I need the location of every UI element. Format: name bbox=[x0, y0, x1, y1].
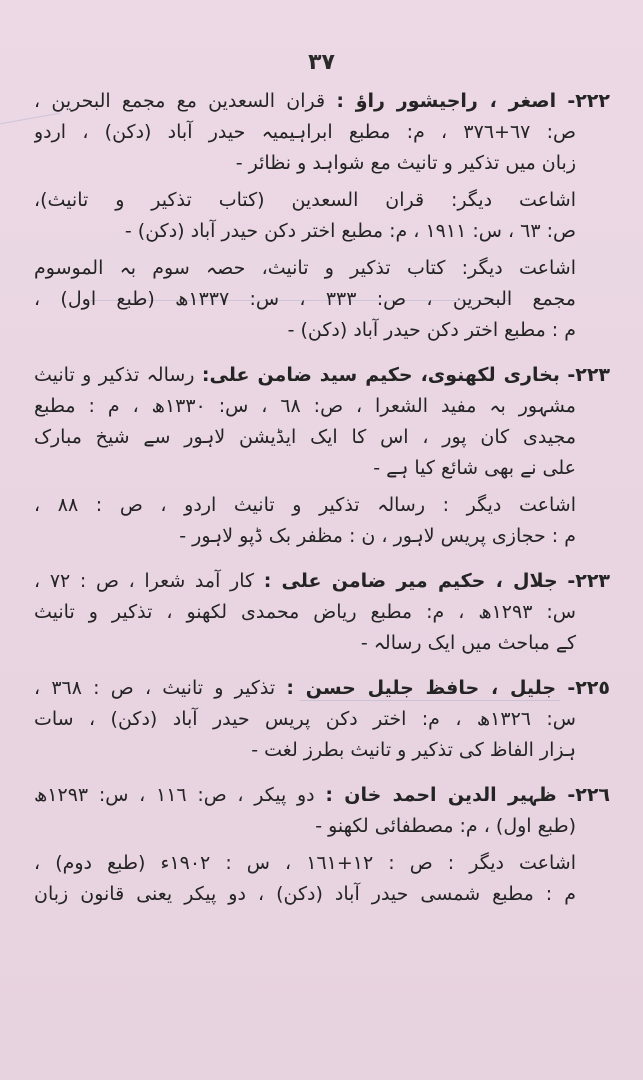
entry-first-line bbox=[34, 360, 610, 391]
page-number: ٣٧ bbox=[308, 50, 335, 75]
entry-line: س: ١٣٢٦ھ ، م: اختر دکن پریس حیدر آباد (دکن) ، سات bbox=[34, 708, 576, 730]
entry-line: ص: ٦٣ ، س: ١٩١١ ، م: مطبع اختر دکن حیدر آباد (دکن) - bbox=[124, 220, 576, 242]
entry-line: م : مطبع شمسی حیدر آباد (دکن) ، دو پیکر یعنی قانون زبان bbox=[34, 883, 576, 905]
entry-line: اشاعت دیگر : رسالہ تذکیر و تانیث اردو ، ص : ٨٨ ، bbox=[34, 494, 577, 516]
bibliography-list bbox=[34, 86, 610, 924]
entry-heading: جلال ، حکیم میر ضامن علی : bbox=[263, 570, 558, 592]
entry-text: کار آمد شعرا ، ص : ٧٢ ، bbox=[34, 570, 255, 592]
entry-222 bbox=[34, 86, 610, 346]
entry-number: ٢٢٢- bbox=[567, 90, 610, 112]
entry-226 bbox=[34, 780, 610, 910]
entry-number: ٢٢٣- bbox=[567, 570, 610, 592]
entry-heading: ظہیر الدین احمد خان : bbox=[325, 784, 557, 806]
entry-line: (طبع اول) ، م: مصطفائی لکھنو - bbox=[315, 815, 576, 837]
entry-text: دو پیکر ، ص: ١١٦ ، س: ١٢٩٣ھ bbox=[34, 784, 315, 806]
entry-text: تذکیر و تانیث ، ص : ٣٦٨ ، bbox=[34, 677, 276, 699]
entry-line: اشاعت دیگر: قران السعدین (کتاب تذکیر و تانیث)، bbox=[34, 189, 576, 211]
entry-223 bbox=[34, 360, 610, 552]
entry-text: قران السعدین مع مجمع البحرین ، bbox=[34, 90, 326, 112]
entry-line: علی نے بھی شائع کیا ہے - bbox=[373, 457, 576, 479]
entry-line: م : حجازی پریس لاہور ، ن : مظفر بک ڈپو لاہور - bbox=[179, 525, 576, 547]
entry-line: مشہور بہ مفید الشعرا ، ص: ٦٨ ، س: ١٣٣٠ھ ، م : مطبع bbox=[34, 395, 576, 417]
entry-line: س: ١٢٩٣ھ ، م: مطبع ریاض محمدی لکھنو ، تذکیر و تانیث bbox=[34, 601, 576, 623]
entry-line: کے مباحث میں ایک رسالہ - bbox=[360, 632, 576, 654]
other-edition bbox=[34, 490, 610, 552]
entry-heading: جلیل ، حافظ جلیل حسن : bbox=[286, 677, 557, 699]
entry-225 bbox=[34, 673, 610, 766]
entry-number: ٢٢٥- bbox=[567, 677, 610, 699]
entry-line: ہزار الفاظ کی تذکیر و تانیث بطرز لغت - bbox=[251, 739, 576, 761]
entry-line: اشاعت دیگر: کتاب تذکیر و تانیث، حصہ سوم بہ الموسوم bbox=[34, 257, 576, 279]
entry-line: ص: ٦٧+٣٧٦ ، م: مطبع ابراہیمیہ حیدر آباد (دکن) ، اردو bbox=[34, 121, 576, 143]
entry-line: مجمع البحرین ، ص: ٣٣٣ ، س: ١٣٣٧ھ (طبع اول) ، bbox=[34, 288, 576, 310]
other-edition bbox=[34, 848, 610, 910]
entry-number: ٢٢٦- bbox=[567, 784, 610, 806]
entry-first-line bbox=[34, 566, 610, 597]
other-edition bbox=[34, 253, 610, 346]
entry-first-line bbox=[34, 673, 610, 704]
entry-number: ٢٢٣- bbox=[567, 364, 610, 386]
entry-line: زبان میں تذکیر و تانیث مع شواہد و نظائر - bbox=[235, 152, 576, 174]
entry-224 bbox=[34, 566, 610, 659]
entry-line: اشاعت دیگر : ص : ١٢+١٦١ ، س : ١٩٠٢ء (طبع دوم) ، bbox=[34, 852, 576, 874]
entry-first-line bbox=[34, 86, 610, 117]
other-edition bbox=[34, 185, 610, 247]
entry-first-line bbox=[34, 780, 610, 811]
entry-text: رسالہ تذکیر و تانیث bbox=[34, 364, 195, 386]
entry-heading: اصغر ، راجیشور راؤ : bbox=[336, 90, 557, 112]
entry-heading: بخاری لکھنوی، حکیم سید ضامن علی: bbox=[201, 364, 560, 386]
entry-line: م : مطبع اختر دکن حیدر آباد (دکن) - bbox=[287, 319, 576, 341]
entry-line: مجیدی کان پور ، اس کا ایک ایڈیشن لاہور سے شیخ مبارک bbox=[34, 426, 576, 448]
